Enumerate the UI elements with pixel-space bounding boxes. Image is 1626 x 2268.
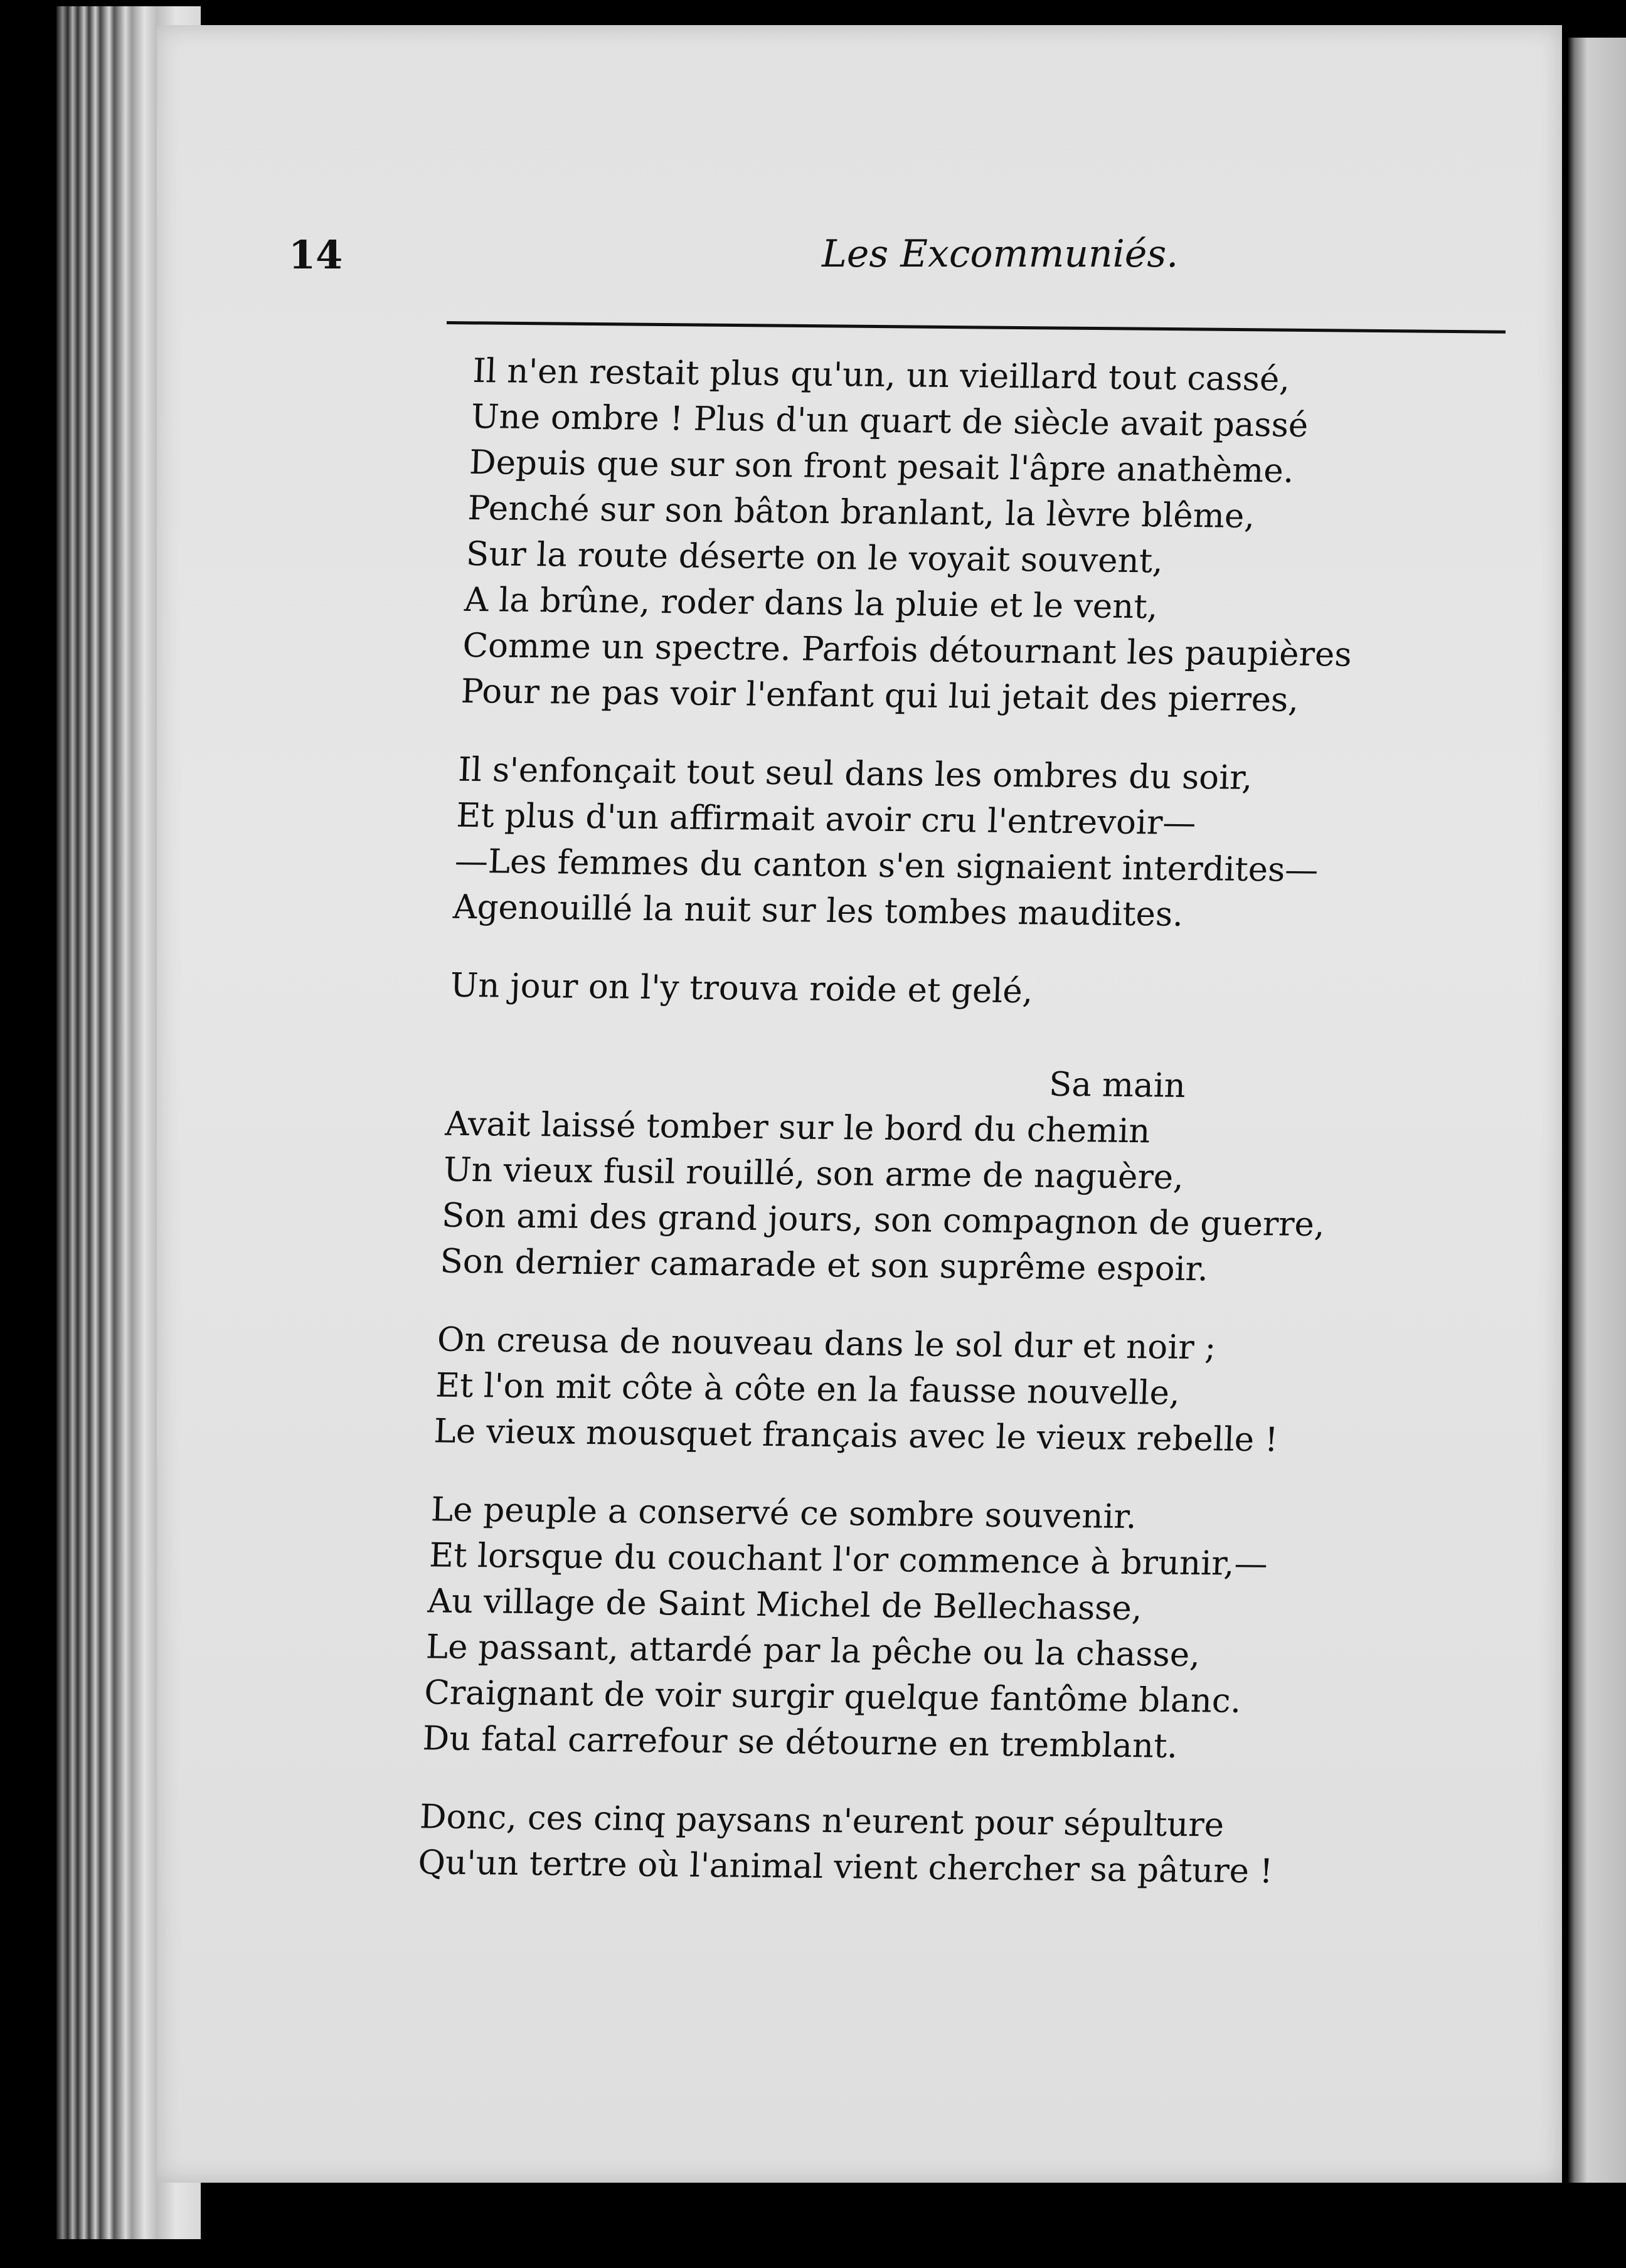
verse-line: Qu'un tertre où l'animal vient chercher sa pâture ! [417,1843,1274,1891]
verse-line: Donc, ces cinq paysans n'eurent pour sépulture [419,1798,1225,1845]
poem-text [417,348,1559,1897]
verse-line: Sa main [1048,1065,1187,1105]
verse-line: Depuis que sur son front pesait l'âpre anathème. [469,443,1295,490]
verse-line: Penché sur son bâton branlant, la lèvre blême, [467,489,1256,536]
verse-line: Au village de Saint Michel de Bellechasse, [427,1582,1143,1628]
verse-line: Son ami des grand jours, son compagnon de guerre, [441,1196,1326,1244]
verse-line: Agenouillé la nuit sur les tombes maudites. [452,888,1184,934]
verse-line: Comme un spectre. Parfois détournant les paupières [462,626,1352,674]
verse-line: Craignant de voir surgir quelque fantôme blanc. [423,1673,1242,1720]
verse-line: Avait laissé tomber sur le bord du chemin [444,1105,1151,1151]
verse-line: Du fatal carrefour se détourne en tremblant. [422,1719,1179,1766]
verse-line: Et plus d'un affirmait avoir cru l'entrevoir— [455,796,1197,843]
verse-line: Le passant, attardé par la pêche ou la chasse, [425,1628,1201,1675]
verse-line: Et l'on mit côte à côte en la fausse nouvelle, [435,1366,1181,1412]
running-head: Les Excommuniés. [822,232,1179,276]
verse-line: Sur la route déserte on le voyait souvent, [465,534,1164,581]
verse-line: Un jour on l'y trouva roide et gelé, [449,966,1034,1011]
verse-line: Et lorsque du couchant l'or commence à brunir,— [428,1536,1268,1584]
verse-line: Son dernier camarade et son suprême espoir. [439,1242,1209,1289]
verse-line: Il n'en restait plus qu'un, un vieillard tout cassé, [472,351,1291,399]
verse-line: On creusa de nouveau dans le sol dur et noir ; [436,1320,1217,1367]
verse-line: Le vieux mousquet français avec le vieux rebelle ! [433,1412,1279,1460]
verse-line: Pour ne pas voir l'enfant qui lui jetait des pierres, [460,672,1300,719]
verse-line: Il s'enfonçait tout seul dans les ombres du soir, [457,750,1253,798]
facing-page-edge [1568,38,1626,2183]
page-number: 14 [289,232,343,278]
verse-line: Une ombre ! Plus d'un quart de siècle avait passé [470,397,1309,445]
verse-line: —Les femmes du canton s'en signaient interdites— [454,842,1319,890]
verse-line: Un vieux fusil rouillé, son arme de naguère, [442,1150,1185,1197]
verse-line: A la brûne, roder dans la pluie et le vent, [464,580,1159,627]
verse-line: Le peuple a conservé ce sombre souvenir. [430,1490,1138,1537]
